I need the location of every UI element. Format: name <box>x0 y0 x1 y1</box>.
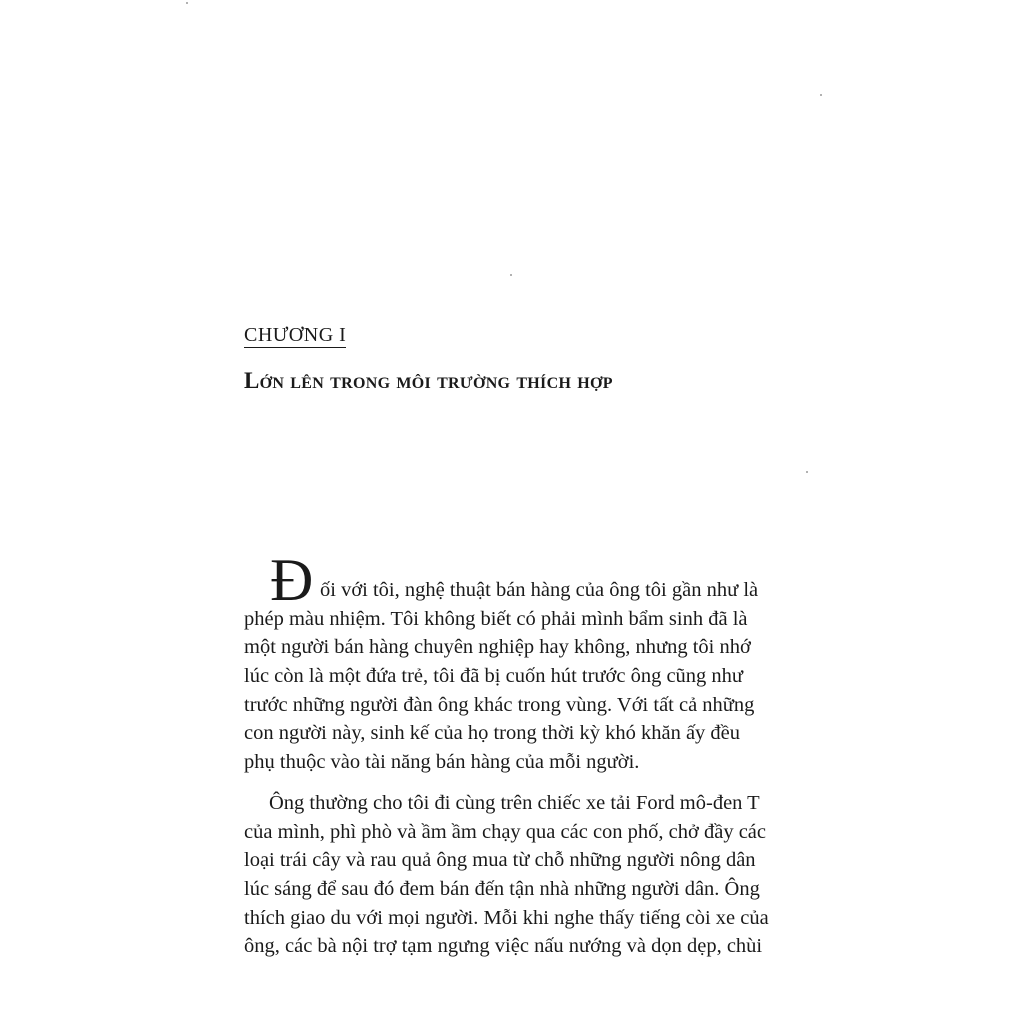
paragraph-2 <box>244 789 768 961</box>
text-line: Ông thường cho tôi đi cùng trên chiếc xe tải Ford mô-đen T <box>269 792 760 814</box>
chapter-title: Lớn lên trong môi trường thích hợp <box>244 368 613 393</box>
chapter-label: CHƯƠNG I <box>244 324 347 346</box>
text-line: con người này, sinh kế của họ trong thời kỳ khó khăn ấy đều <box>244 722 741 745</box>
text-line: trước những người đàn ông khác trong vùng. Với tất cả những <box>244 693 755 716</box>
text-line: lúc sáng để sau đó đem bán đến tận nhà những người dân. Ông <box>244 878 760 901</box>
text-line: loại trái cây và rau quả ông mua từ chỗ những người nông dân <box>244 849 756 872</box>
paper-speck <box>820 94 822 96</box>
text-line: lúc còn là một đứa trẻ, tôi đã bị cuốn hút trước ông cũng như <box>244 665 744 688</box>
paper-speck <box>806 471 808 473</box>
drop-cap: Đ <box>270 547 314 613</box>
paper-speck <box>510 274 512 276</box>
text-line: của mình, phì phò và ầm ầm chạy qua các con phố, chở đầy các <box>244 820 766 843</box>
text-line: ối với tôi, nghệ thuật bán hàng của ông tôi gần như là <box>320 579 759 601</box>
paper-speck <box>186 2 188 4</box>
text-line: phụ thuộc vào tài năng bán hàng của mỗi người. <box>244 751 640 774</box>
text-line: một người bán hàng chuyên nghiệp hay không, nhưng tôi nhớ <box>244 636 751 659</box>
paragraph-1 <box>244 547 768 777</box>
text-line: thích giao du với mọi người. Mỗi khi nghe thấy tiếng còi xe của <box>244 906 769 929</box>
text-line: ông, các bà nội trợ tạm ngưng việc nấu nướng và dọn dẹp, chùi <box>244 935 763 958</box>
text-line: phép màu nhiệm. Tôi không biết có phải mình bẩm sinh đã là <box>244 607 748 630</box>
